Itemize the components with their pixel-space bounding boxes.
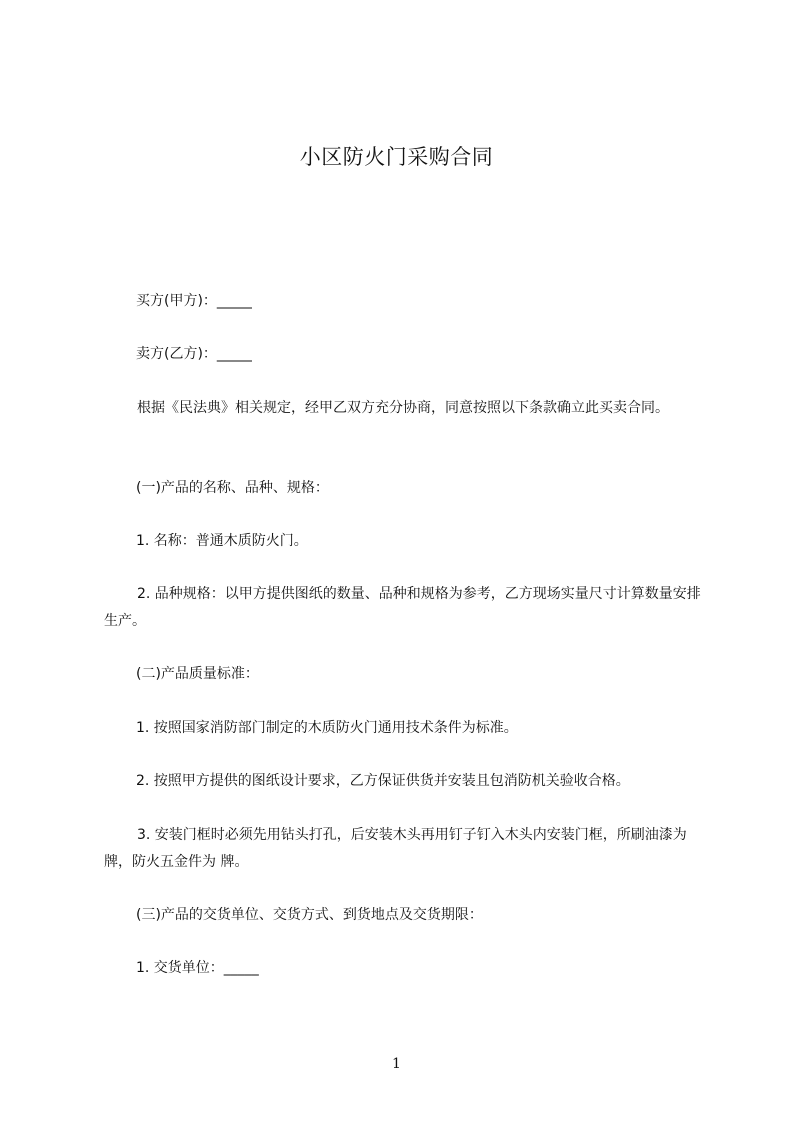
buyer-line: 买方(甲方)：_____ <box>136 293 252 309</box>
section2-item3: 3. 安装门框时必须先用钻头打孔，后安装木头再用钉子钉入木头内安装门框，所刷油漆为 牌，防火五金件为 牌。 <box>104 827 687 870</box>
section1-heading: (一)产品的名称、品种、规格： <box>136 480 329 496</box>
document-title: 小区防火门采购合同 <box>299 145 494 169</box>
page-number: 1 <box>392 1056 401 1072</box>
section1-item2: 2. 品种规格：以甲方提供图纸的数量、品种和规格为参考，乙方现场实量尺寸计算数量安排生产。 <box>104 586 701 629</box>
section3-item1: 1. 交货单位：_____ <box>136 960 259 976</box>
section2-item1: 1. 按照国家消防部门制定的木质防火门通用技术条件为标准。 <box>136 720 518 736</box>
seller-line: 卖方(乙方)：_____ <box>136 346 252 362</box>
section2-heading: (二)产品质量标准： <box>136 666 259 682</box>
section2-item2: 2. 按照甲方提供的图纸设计要求，乙方保证供货并安装且包消防机关验收合格。 <box>136 773 630 789</box>
section1-item1: 1. 名称：普通木质防火门。 <box>136 533 308 549</box>
preamble-paragraph: 根据《民法典》相关规定，经甲乙双方充分协商，同意按照以下条款确立此买卖合同。 <box>137 400 669 416</box>
section3-heading: (三)产品的交货单位、交货方式、到货地点及交货期限： <box>136 907 483 923</box>
